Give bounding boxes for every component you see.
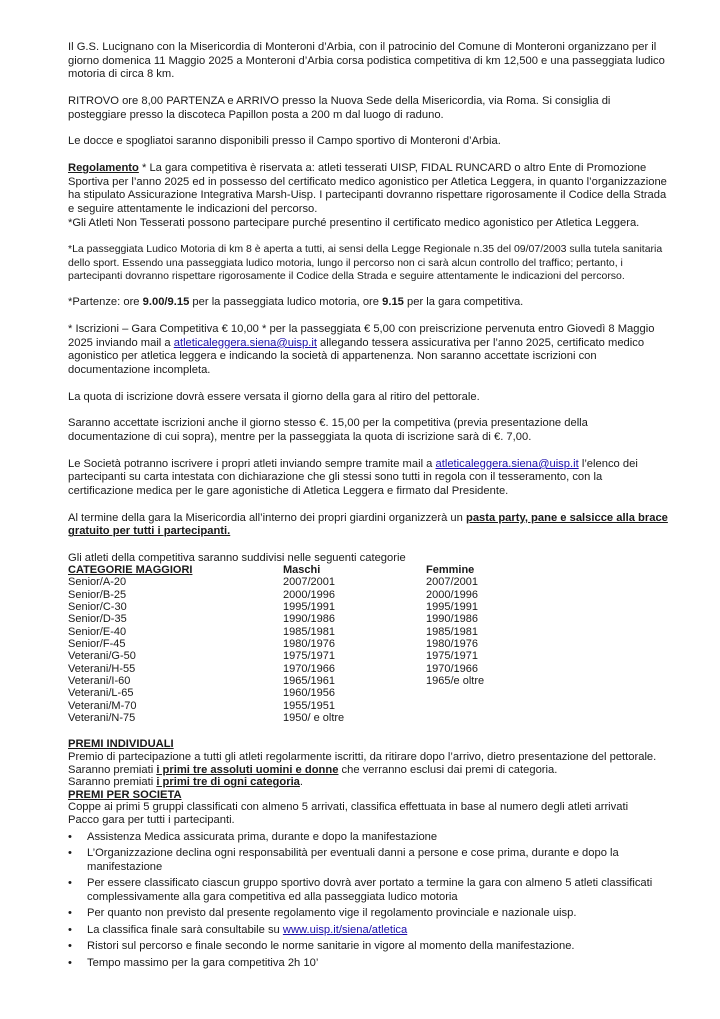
categorie-intro: Gli atleti della competitiva saranno suddivisi nelle seguenti categorie [68,551,406,564]
categoria-femmine: 2007/2001 [426,576,478,589]
societa-text-a: Le Società potranno iscrivere i propri atleti inviando sempre tramite mail a [68,457,436,470]
categoria-maschi: 1955/1951 [283,699,335,712]
categoria-name: Veterani/G-50 [68,650,136,663]
premi-categoria-highlight: i primi tre di ogni categoria [156,776,300,789]
categoria-name: Veterani/M-70 [68,699,137,712]
premi-societa-line1: Coppe ai primi 5 gruppi classificati con almeno 5 arrivati, classifica effettuata in base al numero degli atleti arrivati [68,801,629,814]
categoria-femmine: 1980/1976 [426,638,478,651]
list-item [68,877,668,904]
quota-paragraph: La quota di iscrizione dovrà essere versata il giorno della gara al ritiro del pettorale. [68,390,480,403]
list-item-text: Assistenza Medica assicurata prima, durante e dopo la manifestazione [87,830,438,843]
iscrizioni-text-a: * Iscrizioni – Gara Competitiva € 10,00 * per la passeggiata € 5,00 con preiscrizione pervenuta entro Giovedì 8 Maggio 2025 inviando mail a [68,323,655,349]
non-tesserati-paragraph: *Gli Atleti Non Tesserati possono partecipare purché presentino il certificato medico agonistico per Atletica Leggera. [68,216,640,229]
premi-societa-title [68,789,668,802]
categoria-maschi: 1970/1966 [283,662,335,675]
categoria-name: Senior/F-45 [68,638,126,651]
categoria-femmine [426,712,538,724]
notes-list [68,831,668,971]
categoria-maschi: 1985/1981 [283,625,335,638]
categoria-row [68,601,538,613]
categoria-femmine: 1970/1966 [426,662,478,675]
bullet-icon: • [68,907,72,920]
premi-societa-line2: Pacco gara per tutti i partecipanti. [68,814,235,827]
categoria-row [68,650,538,662]
categoria-maschi: 1995/1991 [283,601,335,614]
docce-paragraph: Le docce e spogliatoi saranno disponibili presso il Campo sportivo di Monteroni d’Arbia. [68,135,501,148]
ritrovo-paragraph: RITROVO ore 8,00 PARTENZA e ARRIVO presso la Nuova Sede della Misericordia, via Roma. Si consiglia di posteggiare presso la discoteca Papillon posta a 200 m dal luogo di raduno. [68,94,611,121]
categoria-femmine: 1995/1991 [426,601,478,614]
header-categorie: CATEGORIE MAGGIORI [68,564,193,577]
premi-line3-a: Saranno premiati [68,776,157,789]
categoria-maschi: 1990/1986 [283,613,335,626]
regolamento-paragraph [68,162,668,216]
partenze-text-c: per la passeggiata ludico motoria, ore [189,296,383,309]
partenze-text-a: *Partenze: ore [68,296,143,309]
categoria-name: Senior/D-35 [68,613,127,626]
categoria-row [68,589,538,601]
partenze-orario-passeggiata: 9.00/9.15 [142,296,190,309]
categoria-name: Senior/B-25 [68,588,127,601]
societa-text-b: l’elenco dei partecipanti su carta intestata con dichiarazione che gli stessi sono tutti in regola con il tesseramento, con la certificazione medica per le gare agonistiche di Atletica Leggera e firmato dal Presidente. [68,457,638,498]
intro-paragraph: Il G.S. Lucignano con la Misericordia di Monteroni d’Arbia, con il patrocinio del Comune di Monteroni organizzano per il giorno domenica 11 Maggio 2025 a Monteroni d’Arbia corsa podistica competitiva di km 12,500 e una passeggiata ludico motoria di circa 8 km. [68,41,665,81]
list-item-text: Tempo massimo per la gara competitiva 2h 10’ [87,957,319,970]
list-item-text: Per quanto non previsto dal presente regolamento vige il regolamento provinciale e nazionale uisp. [87,907,577,920]
categoria-row [68,675,538,687]
bullet-icon: • [68,847,72,860]
partenze-paragraph [68,296,668,310]
categoria-femmine [426,700,538,712]
iscrizioni-text-b: allegando tessera assicurativa per l’anno 2025, certificato medico agonistico per atletica leggera e indicando la società di appartenenza. Non saranno accettate iscrizioni con documentazione incompleta. [68,336,645,376]
categoria-row [68,687,538,699]
bullet-icon: • [68,940,72,953]
categorie-table [68,564,538,724]
list-item-text-a: La classifica finale sarà consultabile su [87,923,283,936]
list-item [68,940,668,953]
list-item [68,957,668,970]
categoria-row [68,638,538,650]
header-maschi: Maschi [283,564,321,577]
categoria-name: Senior/E-40 [68,625,127,638]
list-item [68,847,668,874]
document-page [68,41,668,974]
categoria-row [68,576,538,588]
categoria-maschi: 1960/1956 [283,687,335,700]
premi-assoluti-highlight: i primi tre assoluti uomini e donne [156,763,339,776]
classifica-link[interactable]: www.uisp.it/siena/atletica [282,923,408,936]
categoria-name: Veterani/H-55 [68,662,136,675]
list-item [68,924,668,937]
categoria-row [68,700,538,712]
regolamento-label: Regolamento [68,162,139,175]
stesso-giorno-paragraph: Saranno accettate iscrizioni anche il giorno stesso €. 15,00 per la competitiva (previa presentazione della documentazione di cui sopra), mentre per la passeggiata la quota di iscrizione sarà di €. 7,00. [68,417,588,444]
pasta-paragraph [68,512,668,539]
categoria-maschi: 1975/1971 [283,650,335,663]
list-item-text [87,924,668,937]
list-item-text: Per essere classificato ciascun gruppo sportivo dovrà aver portato a termine la gara con almeno 5 atleti classificati complessivamente alla gara competitiva ed alla passeggiata ludico motoria [87,877,653,903]
categoria-name: Veterani/N-75 [68,712,136,725]
categoria-femmine: 1965/e oltre [426,675,485,688]
categoria-maschi: 2007/2001 [283,576,335,589]
categoria-name: Senior/A-20 [68,576,127,589]
premi-line2-c: che verranno esclusi dai premi di categoria. [338,763,558,776]
categoria-maschi: 1950/ e oltre [283,712,345,725]
categoria-femmine: 2000/1996 [426,588,478,601]
premi-line3-c: . [299,776,304,789]
bullet-icon: • [68,957,72,970]
regolamento-text: * La gara competitiva è riservata a: atleti tesserati UISP, FIDAL RUNCARD o altro Ente di Promozione Sportiva per l’anno 2025 ed in possesso del certificato medico agonistico per Atletica Leggera, in quanto l’organizzazione ha stipulato Assicurazione Integrativa Marsh-Uisp. I partecipanti dovranno rispettare rigorosamente il Codice della Strada e seguire attentamente le indicazioni del percorso. [68,162,667,215]
list-item [68,907,668,920]
premi-societa-title-text: PREMI PER SOCIETA [68,788,182,801]
list-item [68,831,668,844]
premi-individuali-line1: Premio di partecipazione a tutti gli atleti regolarmente iscritti, da ritirare dopo l’arrivo, dietro presentazione del pettorale. [68,751,657,764]
societa-paragraph [68,458,668,499]
categoria-maschi: 2000/1996 [283,588,335,601]
bullet-icon: • [68,923,72,936]
premi-individuali-line3 [68,776,668,789]
premi-line2-a: Saranno premiati [68,763,157,776]
list-item-text: Ristori sul percorso e finale secondo le norme sanitarie in vigore al momento della manifestazione. [87,940,575,953]
list-item-text: L’Organizzazione declina ogni responsabilità per eventuali danni a persone e cose prima, durante e dopo la manifestazione [87,847,619,873]
categoria-name: Veterani/I-60 [68,675,131,688]
iscrizioni-paragraph [68,323,668,377]
iscrizioni-email-link[interactable]: atleticaleggera.siena@uisp.it [173,336,317,349]
categoria-row [68,613,538,625]
bullet-icon: • [68,877,72,890]
categoria-maschi: 1965/1961 [283,675,335,688]
passeggiata-paragraph: *La passeggiata Ludico Motoria di km 8 è aperta a tutti, ai sensi della Legge Regionale n.35 del 09/07/2003 sulla tutela sanitaria dello sport. Essendo una passeggiata ludico motoria, lungo il percorso non ci sarà alcun controllo del traffico; pertanto, i partecipanti dovranno rispettare rigorosamente il Codice della Strada e seguire attentamente le indicazioni del percorso. [68,243,663,282]
categoria-row [68,626,538,638]
categoria-name: Senior/C-30 [68,601,127,614]
pasta-party-highlight: pasta party, pane e salsicce alla brace gratuito per tutti i partecipanti. [68,511,668,538]
categoria-femmine: 1990/1986 [426,613,478,626]
categoria-row [68,663,538,675]
bullet-icon: • [68,830,72,843]
categoria-femmine [426,687,538,699]
categoria-femmine: 1985/1981 [426,625,478,638]
pasta-text-a: Al termine della gara la Misericordia all’interno dei propri giardini organizzerà un [68,511,466,524]
partenze-text-e: per la gara competitiva. [403,296,524,309]
premi-individuali-title-text: PREMI INDIVIDUALI [68,738,174,751]
categoria-maschi: 1980/1976 [283,638,335,651]
premi-individuali-line2 [68,764,668,777]
premi-individuali-title [68,738,668,751]
categoria-row [68,712,538,724]
header-femmine: Femmine [426,564,475,577]
categoria-name: Veterani/L-65 [68,687,134,700]
categoria-femmine: 1975/1971 [426,650,478,663]
categorie-header-row [68,564,538,576]
partenze-orario-gara: 9.15 [382,296,404,309]
societa-email-link[interactable]: atleticaleggera.siena@uisp.it [435,457,579,470]
